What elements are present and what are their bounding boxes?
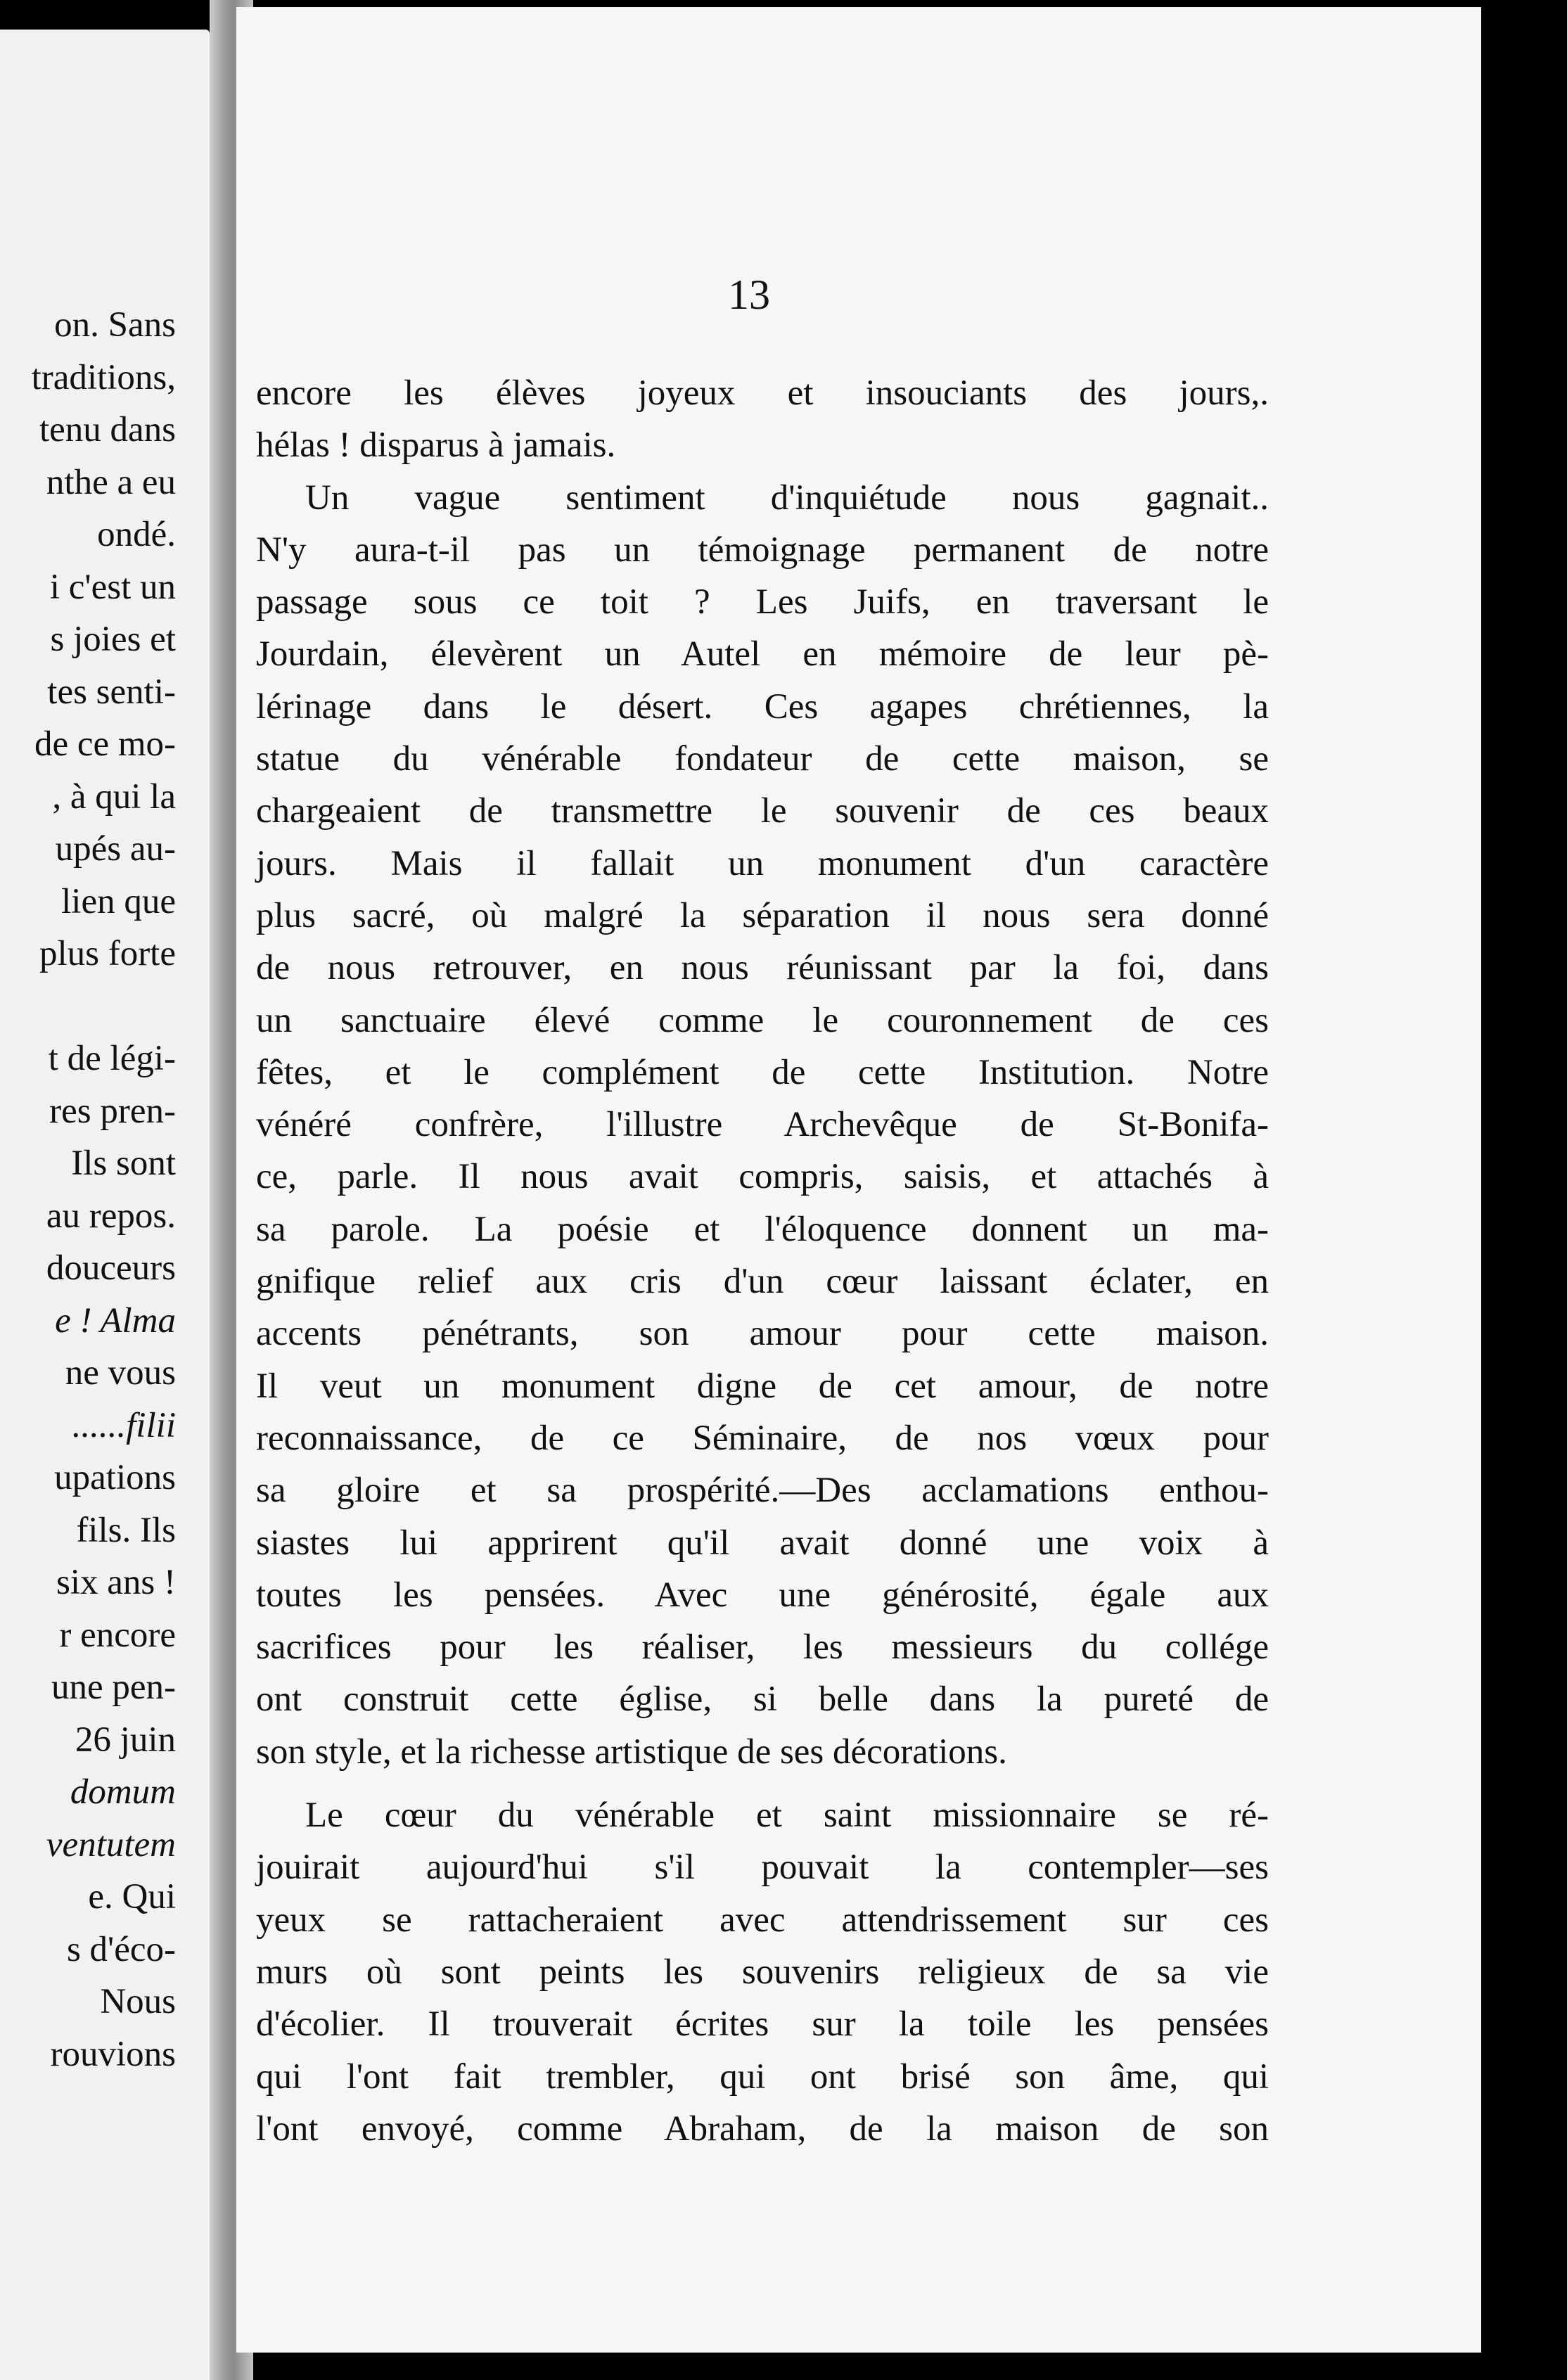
left-page-line: res pren- (49, 1091, 176, 1131)
left-page-line: Nous (100, 1982, 176, 2021)
body-text-line: l'ont envoyé, comme Abraham, de la maison de son (256, 2109, 1269, 2149)
left-page-line: ......filii (72, 1405, 176, 1445)
body-text-line: Un vague sentiment d'inquiétude nous gagnait.. (305, 478, 1269, 518)
left-page-line: r encore (59, 1615, 176, 1655)
body-text-line: encore les élèves joyeux et insouciants des jours,. (256, 373, 1269, 413)
body-text-line: gnifique relief aux cris d'un cœur laissant éclater, en (256, 1262, 1269, 1302)
left-page-line: , à qui la (52, 776, 176, 817)
body-text-line: sacrifices pour les réaliser, les messieurs du collége (256, 1627, 1269, 1668)
left-page-line: domum (70, 1772, 176, 1812)
left-page-line: s joies et (50, 620, 176, 659)
left-page-line: 26 juin (75, 1720, 176, 1760)
left-page-line: on. Sans (54, 305, 176, 345)
left-page-line: tenu dans (39, 410, 176, 449)
left-page-line: ventutem (46, 1824, 176, 1864)
body-text-line: sa gloire et sa prospérité.—Des acclamations enthou- (256, 1471, 1269, 1511)
left-page-line: ne vous (65, 1353, 176, 1393)
body-text-line: d'écolier. Il trouverait écrites sur la toile les pensées (256, 2004, 1269, 2045)
left-page-line: six ans ! (56, 1563, 176, 1602)
body-text-line: lérinage dans le désert. Ces agapes chrétiennes, la (256, 686, 1269, 727)
left-page-line: traditions, (31, 357, 176, 397)
left-page-line: ondé. (97, 515, 176, 554)
left-page-line: t de légi- (48, 1039, 176, 1078)
body-text-line: vénéré confrère, l'illustre Archevêque de St-Bonifa- (256, 1105, 1269, 1145)
left-page-line: de ce mo- (34, 724, 176, 764)
left-page-line: rouvions (50, 2034, 176, 2074)
left-page-line: au repos. (46, 1196, 176, 1236)
body-text-line: siastes lui apprirent qu'il avait donné une voix à (256, 1523, 1269, 1563)
paragraph-gap (256, 1778, 1269, 1789)
body-text-line: N'y aura-t-il pas un témoignage permanent de notre (256, 530, 1269, 570)
body-text-line: yeux se rattacheraient avec attendrissement sur ces (256, 1900, 1269, 1940)
body-text-line: accents pénétrants, son amour pour cette maison. (256, 1314, 1269, 1354)
body-text-line: murs où sont peints les souvenirs religieux de sa vie (256, 1952, 1269, 1992)
left-page-line: e ! Alma (55, 1300, 176, 1341)
left-page-line: upés au- (55, 829, 176, 869)
body-text-line: ce, parle. Il nous avait compris, saisis, et attachés à (256, 1157, 1269, 1197)
body-text-line: hélas ! disparus à jamais. (256, 426, 616, 466)
body-text-line: un sanctuaire élevé comme le couronnement de ces (256, 1000, 1269, 1040)
page-number: 13 (728, 271, 770, 318)
body-text-line: son style, et la richesse artistique de ses décorations. (256, 1732, 1007, 1772)
left-page-line: douceurs (46, 1248, 176, 1288)
body-text-line: reconnaissance, de ce Séminaire, de nos vœux pour (256, 1418, 1269, 1458)
left-page-line (0, 980, 176, 1033)
body-text-line: jouirait aujourd'hui s'il pouvait la contempler—ses (256, 1848, 1269, 1888)
left-page-line: tes senti- (47, 672, 176, 712)
body-text-line: chargeaient de transmettre le souvenir de ces beaux (256, 791, 1269, 831)
body-text-line: jours. Mais il fallait un monument d'un caractère (256, 843, 1269, 883)
left-page-line: i c'est un (49, 567, 176, 607)
left-page-text-column (0, 299, 176, 2080)
body-text-line: passage sous ce toit ? Les Juifs, en traversant le (256, 582, 1269, 622)
body-text-line: plus sacré, où malgré la séparation il nous sera donné (256, 895, 1269, 935)
body-text-line: statue du vénérable fondateur de cette maison, se (256, 739, 1269, 779)
body-text-line: Le cœur du vénérable et saint missionnaire se ré- (305, 1796, 1269, 1836)
body-text-line: de nous retrouver, en nous réunissant par la foi, dans (256, 948, 1269, 988)
left-page-line: upations (54, 1458, 176, 1497)
left-page-line: une pen- (51, 1668, 176, 1707)
left-page-line: fils. Ils (76, 1510, 176, 1550)
body-text-line: Il veut un monument digne de cet amour, de notre (256, 1366, 1269, 1406)
left-page-line: Ils sont (71, 1144, 176, 1183)
body-text-line: fêtes, et le complément de cette Institution. Notre (256, 1052, 1269, 1092)
left-page-line: s d'éco- (66, 1929, 176, 1969)
left-page-line: plus forte (39, 934, 176, 973)
body-text-line: ont construit cette église, si belle dans la pureté de (256, 1680, 1269, 1720)
body-text-line: qui l'ont fait trembler, qui ont brisé son âme, qui (256, 2056, 1269, 2097)
left-page-line: lien que (61, 881, 176, 921)
left-page (0, 30, 210, 2380)
body-text-line: sa parole. La poésie et l'éloquence donnent un ma- (256, 1209, 1269, 1249)
left-page-line: nthe a eu (46, 462, 176, 502)
body-text-line: toutes les pensées. Avec une générosité, égale aux (256, 1575, 1269, 1615)
body-text-line: Jourdain, élevèrent un Autel en mémoire de leur pè- (256, 634, 1269, 674)
left-page-line: e. Qui (88, 1877, 176, 1917)
page-body-text (256, 367, 1269, 2155)
